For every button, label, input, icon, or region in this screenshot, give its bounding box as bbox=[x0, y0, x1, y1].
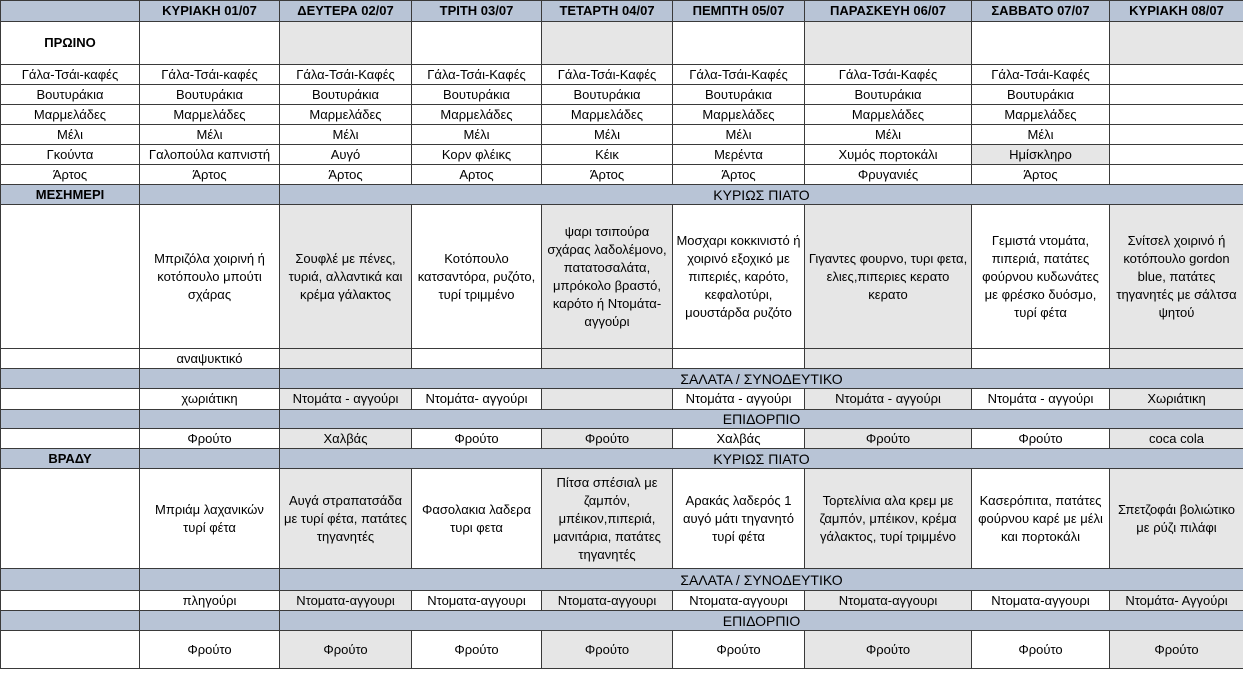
section-salad: ΣΑΛΑΤΑ / ΣΥΝΟΔΕΥΤΙΚΟ bbox=[280, 369, 1243, 389]
dish-cell: Σουφλέ με πένες, τυριά, αλλαντικά και κρέμα γάλακτος bbox=[280, 205, 412, 349]
empty-cell bbox=[972, 349, 1110, 369]
lunch-main-row bbox=[1, 205, 1243, 349]
day-header: ΚΥΡΙΑΚΗ 01/07 bbox=[140, 1, 280, 22]
dish-cell: Σνίτσελ χοιρινό ή κοτόπουλο gordon blue, πατάτες τηγανητές με σάλτσα ψητού bbox=[1110, 205, 1243, 349]
empty-cell bbox=[542, 349, 673, 369]
empty-cell bbox=[1, 469, 140, 569]
menu-cell: Αρτος bbox=[412, 165, 542, 185]
empty-cell bbox=[140, 569, 280, 591]
dessert-cell: coca cola bbox=[1110, 429, 1243, 449]
salad-cell: χωριάτικη bbox=[140, 389, 280, 410]
dessert-cell: Φρούτο bbox=[805, 631, 972, 669]
menu-cell: Μέλι bbox=[542, 125, 673, 145]
section-dessert: ΕΠΙΔΟΡΠΙΟ bbox=[280, 410, 1243, 429]
dinner-salad-section-row bbox=[1, 569, 1243, 591]
empty-cell bbox=[280, 349, 412, 369]
salad-cell: Χωριάτικη bbox=[1110, 389, 1243, 410]
dish-cell: Μοσχαρι κοκκινιστό ή χοιρινό εξοχικό με πιπεριές, καρότο, κεφαλοτύρι, μουστάρδα ρυζότο bbox=[673, 205, 805, 349]
section-salad: ΣΑΛΑΤΑ / ΣΥΝΟΔΕΥΤΙΚΟ bbox=[280, 569, 1243, 591]
dinner-label: ΒΡΑΔΥ bbox=[1, 449, 140, 469]
corner-cell bbox=[1, 1, 140, 22]
dessert-cell: Φρούτο bbox=[542, 429, 673, 449]
dessert-cell: Φρούτο bbox=[140, 631, 280, 669]
salad-cell: Ντομάτα - αγγούρι bbox=[972, 389, 1110, 410]
dish-cell: ψαρι τσιπούρα σχάρας λαδολέμονο, πατατοσαλάτα, μπρόκολο βραστό, καρότο ή Ντομάτα-αγγούρι bbox=[542, 205, 673, 349]
dessert-cell: Φρούτο bbox=[972, 429, 1110, 449]
salad-cell: Ντομάτα- Αγγούρι bbox=[1110, 591, 1243, 611]
day-header: ΤΕΤΑΡΤΗ 04/07 bbox=[542, 1, 673, 22]
breakfast-row bbox=[1, 85, 1243, 105]
empty-cell bbox=[280, 22, 412, 65]
menu-cell: Βουτυράκια bbox=[673, 85, 805, 105]
salad-cell: Ντοματα-αγγουρι bbox=[673, 591, 805, 611]
empty-cell bbox=[1, 429, 140, 449]
lunch-extra-row bbox=[1, 349, 1243, 369]
menu-cell: Κέικ bbox=[542, 145, 673, 165]
menu-cell: Γάλα-Τσάι-Καφές bbox=[280, 65, 412, 85]
salad-cell: Ντομάτα - αγγούρι bbox=[805, 389, 972, 410]
day-header: ΠΑΡΑΣΚΕΥΗ 06/07 bbox=[805, 1, 972, 22]
menu-cell: Μερέντα bbox=[673, 145, 805, 165]
breakfast-row bbox=[1, 165, 1243, 185]
empty-cell bbox=[140, 611, 280, 631]
lunch-dessert-section-row bbox=[1, 410, 1243, 429]
day-header: ΠΕΜΠΤΗ 05/07 bbox=[673, 1, 805, 22]
menu-cell: Φρυγανιές bbox=[805, 165, 972, 185]
menu-cell: Μαρμελάδες bbox=[280, 105, 412, 125]
menu-cell: Γκούντα bbox=[1, 145, 140, 165]
day-header: ΔΕΥΤΕΡΑ 02/07 bbox=[280, 1, 412, 22]
dessert-cell: Φρούτο bbox=[140, 429, 280, 449]
empty-cell bbox=[1, 410, 140, 429]
empty-cell bbox=[140, 410, 280, 429]
menu-cell: Χυμός πορτοκάλι bbox=[805, 145, 972, 165]
salad-cell: Ντομάτα - αγγούρι bbox=[280, 389, 412, 410]
day-header: ΣΑΒΒΑΤΟ 07/07 bbox=[972, 1, 1110, 22]
menu-cell: Άρτος bbox=[280, 165, 412, 185]
dish-cell: Φασολακια λαδερα τυρι φετα bbox=[412, 469, 542, 569]
menu-cell: Γάλα-Τσάι-Καφές bbox=[805, 65, 972, 85]
menu-cell: Μέλι bbox=[972, 125, 1110, 145]
lunch-section-row bbox=[1, 185, 1243, 205]
extra-cell: αναψυκτικό bbox=[140, 349, 280, 369]
empty-cell bbox=[1, 369, 140, 389]
breakfast-row bbox=[1, 145, 1243, 165]
menu-cell: Μέλι bbox=[280, 125, 412, 145]
menu-cell: Μαρμελάδες bbox=[673, 105, 805, 125]
salad-cell: Ντοματα-αγγουρι bbox=[412, 591, 542, 611]
salad-cell: Ντοματα-αγγουρι bbox=[972, 591, 1110, 611]
menu-cell: Μαρμελάδες bbox=[412, 105, 542, 125]
empty-cell bbox=[1, 569, 140, 591]
empty-cell bbox=[412, 349, 542, 369]
dish-cell: Σπετζοφάι βολιώτικο με ρύζι πιλάφι bbox=[1110, 469, 1243, 569]
salad-cell: Ντοματα-αγγουρι bbox=[280, 591, 412, 611]
lunch-dessert-row bbox=[1, 429, 1243, 449]
menu-cell: Ημίσκληρο bbox=[972, 145, 1110, 165]
menu-cell: Βουτυράκια bbox=[412, 85, 542, 105]
empty-cell bbox=[1110, 349, 1243, 369]
empty-cell bbox=[1, 591, 140, 611]
day-header: ΤΡΙΤΗ 03/07 bbox=[412, 1, 542, 22]
lunch-salad-row bbox=[1, 389, 1243, 410]
dinner-dessert-section-row bbox=[1, 611, 1243, 631]
empty-cell bbox=[1110, 22, 1243, 65]
breakfast-row bbox=[1, 105, 1243, 125]
empty-cell bbox=[412, 22, 542, 65]
menu-cell: Μαρμελάδες bbox=[140, 105, 280, 125]
empty-cell bbox=[805, 22, 972, 65]
salad-cell: Ντομάτα- αγγούρι bbox=[412, 389, 542, 410]
menu-cell: Άρτος bbox=[1, 165, 140, 185]
section-main-course: ΚΥΡΙΩΣ ΠΙΑΤΟ bbox=[280, 185, 1243, 205]
empty-cell bbox=[1110, 105, 1243, 125]
menu-cell: Μέλι bbox=[805, 125, 972, 145]
empty-cell bbox=[805, 349, 972, 369]
dish-cell: Αρακάς λαδερός 1 αυγό μάτι τηγανητό τυρί φέτα bbox=[673, 469, 805, 569]
salad-cell: πληγούρι bbox=[140, 591, 280, 611]
salad-cell: Ντοματα-αγγουρι bbox=[542, 591, 673, 611]
dessert-cell: Φρούτο bbox=[1110, 631, 1243, 669]
dessert-cell: Φρούτο bbox=[542, 631, 673, 669]
empty-cell bbox=[1, 631, 140, 669]
menu-cell: Γάλα-Τσάι-Καφές bbox=[542, 65, 673, 85]
dish-cell: Γιγαντες φουρνο, τυρι φετα, ελιες,πιπεριες κερατο κερατο bbox=[805, 205, 972, 349]
empty-cell bbox=[1110, 125, 1243, 145]
dinner-dessert-row bbox=[1, 631, 1243, 669]
menu-cell: Βουτυράκια bbox=[542, 85, 673, 105]
lunch-salad-section-row bbox=[1, 369, 1243, 389]
empty-cell bbox=[140, 185, 280, 205]
menu-cell: Μαρμελάδες bbox=[805, 105, 972, 125]
breakfast-label: ΠΡΩΙΝΟ bbox=[1, 22, 140, 65]
empty-cell bbox=[1, 389, 140, 410]
menu-cell: Βουτυράκια bbox=[140, 85, 280, 105]
menu-cell: Άρτος bbox=[972, 165, 1110, 185]
salad-cell bbox=[542, 389, 673, 410]
menu-cell: Μέλι bbox=[673, 125, 805, 145]
dinner-main-row bbox=[1, 469, 1243, 569]
dish-cell: Μπριάμ λαχανικών τυρί φέτα bbox=[140, 469, 280, 569]
breakfast-row bbox=[1, 65, 1243, 85]
empty-cell bbox=[673, 22, 805, 65]
empty-cell bbox=[1110, 145, 1243, 165]
dessert-cell: Χαλβάς bbox=[280, 429, 412, 449]
empty-cell bbox=[140, 449, 280, 469]
menu-cell: Μαρμελάδες bbox=[972, 105, 1110, 125]
section-dessert: ΕΠΙΔΟΡΠΙΟ bbox=[280, 611, 1243, 631]
dish-cell: Πίτσα σπέσιαλ με ζαμπόν, μπέικον,πιπεριά, μανιτάρια, πατάτες τηγανητές bbox=[542, 469, 673, 569]
empty-cell bbox=[1, 611, 140, 631]
dessert-cell: Φρούτο bbox=[972, 631, 1110, 669]
dish-cell: Μπριζόλα χοιρινή ή κοτόπουλο μπούτι σχάρας bbox=[140, 205, 280, 349]
menu-cell: Μέλι bbox=[412, 125, 542, 145]
menu-cell: Άρτος bbox=[673, 165, 805, 185]
empty-cell bbox=[972, 22, 1110, 65]
menu-cell: Μέλι bbox=[140, 125, 280, 145]
menu-cell: Γάλα-Τσάι-καφές bbox=[140, 65, 280, 85]
menu-cell: Άρτος bbox=[140, 165, 280, 185]
lunch-label: ΜΕΣΗΜΕΡΙ bbox=[1, 185, 140, 205]
salad-cell: Ντοματα-αγγουρι bbox=[805, 591, 972, 611]
day-header: ΚΥΡΙΑΚΗ 08/07 bbox=[1110, 1, 1243, 22]
empty-cell bbox=[1110, 165, 1243, 185]
dish-cell: Κασερόπιτα, πατάτες φούρνου καρέ με μέλι και πορτοκάλι bbox=[972, 469, 1110, 569]
empty-cell bbox=[140, 22, 280, 65]
empty-cell bbox=[1110, 65, 1243, 85]
dinner-section-row bbox=[1, 449, 1243, 469]
menu-cell: Βουτυράκια bbox=[1, 85, 140, 105]
dessert-cell: Φρούτο bbox=[673, 631, 805, 669]
breakfast-row bbox=[1, 125, 1243, 145]
empty-cell bbox=[542, 22, 673, 65]
dessert-cell: Φρούτο bbox=[412, 631, 542, 669]
empty-cell bbox=[673, 349, 805, 369]
menu-cell: Μέλι bbox=[1, 125, 140, 145]
menu-cell: Γάλα-Τσάι-Καφές bbox=[972, 65, 1110, 85]
empty-cell bbox=[1, 349, 140, 369]
menu-cell: Γάλα-Τσάι-Καφές bbox=[673, 65, 805, 85]
salad-cell: Ντομάτα - αγγούρι bbox=[673, 389, 805, 410]
menu-cell: Βουτυράκια bbox=[972, 85, 1110, 105]
menu-cell: Μαρμελάδες bbox=[542, 105, 673, 125]
dinner-salad-row bbox=[1, 591, 1243, 611]
breakfast-label-row bbox=[1, 22, 1243, 65]
dish-cell: Τορτελίνια αλα κρεμ με ζαμπόν, μπέικον, κρέμα γάλακτος, τυρί τριμμένο bbox=[805, 469, 972, 569]
dessert-cell: Χαλβάς bbox=[673, 429, 805, 449]
dessert-cell: Φρούτο bbox=[805, 429, 972, 449]
empty-cell bbox=[140, 369, 280, 389]
menu-cell: Άρτος bbox=[542, 165, 673, 185]
menu-cell: Κορν φλέικς bbox=[412, 145, 542, 165]
dessert-cell: Φρούτο bbox=[412, 429, 542, 449]
menu-cell: Αυγό bbox=[280, 145, 412, 165]
menu-cell: Γάλα-Τσάι-Καφές bbox=[412, 65, 542, 85]
menu-cell: Μαρμελάδες bbox=[1, 105, 140, 125]
dish-cell: Γεμιστά ντομάτα, πιπεριά, πατάτες φούρνου κυδωνάτες με φρέσκο δυόσμο, τυρί φέτα bbox=[972, 205, 1110, 349]
menu-cell: Βουτυράκια bbox=[280, 85, 412, 105]
section-main-course: ΚΥΡΙΩΣ ΠΙΑΤΟ bbox=[280, 449, 1243, 469]
dish-cell: Αυγά στραπατσάδα με τυρί φέτα, πατάτες τηγανητές bbox=[280, 469, 412, 569]
dish-cell: Κοτόπουλο κατσαντόρα, ρυζότο, τυρί τριμμένο bbox=[412, 205, 542, 349]
menu-cell: Βουτυράκια bbox=[805, 85, 972, 105]
dessert-cell: Φρούτο bbox=[280, 631, 412, 669]
menu-cell: Γάλα-Τσάι-καφές bbox=[1, 65, 140, 85]
header-row bbox=[1, 1, 1243, 22]
empty-cell bbox=[1110, 85, 1243, 105]
empty-cell bbox=[1, 205, 140, 349]
menu-cell: Γαλοπούλα καπνιστή bbox=[140, 145, 280, 165]
